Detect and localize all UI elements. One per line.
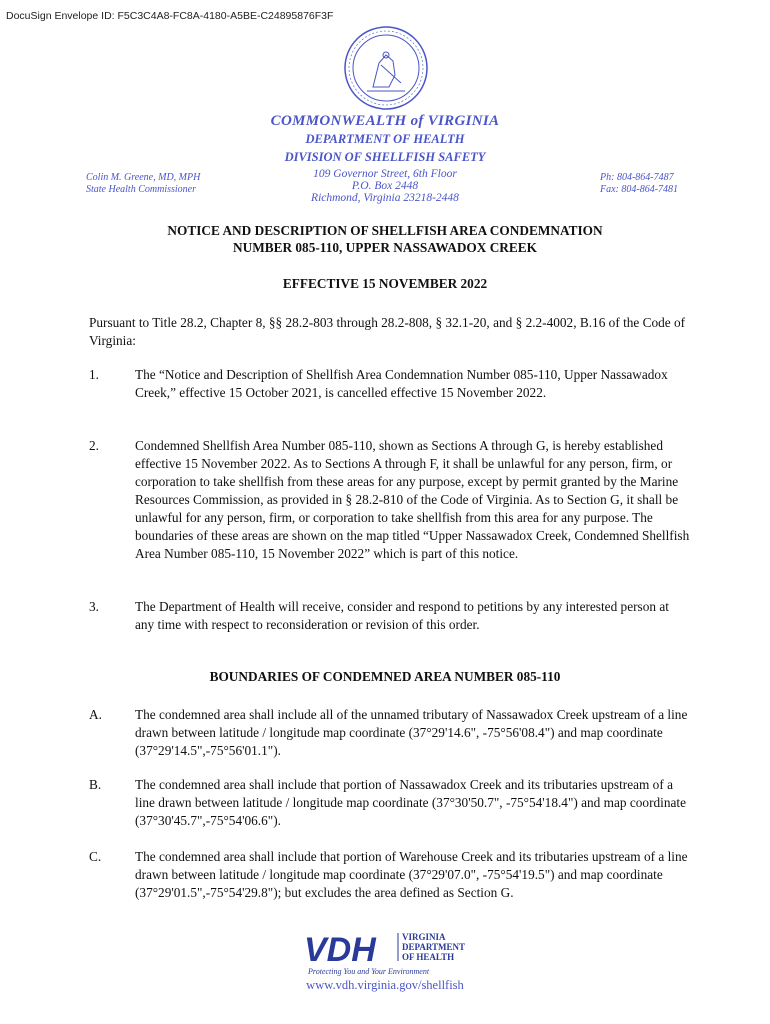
notice-title-line-1: NOTICE AND DESCRIPTION OF SHELLFISH AREA CONDEMNATION bbox=[167, 223, 603, 238]
section-letter: B. bbox=[89, 777, 102, 792]
fax-number: Fax: 804-864-7481 bbox=[600, 184, 679, 195]
letterhead-division: DIVISION OF SHELLFISH SAFETY bbox=[284, 150, 486, 164]
address-line-3: Richmond, Virginia 23218-2448 bbox=[311, 192, 459, 204]
letterhead-contact bbox=[600, 172, 678, 196]
boundaries-heading: BOUNDARIES OF CONDEMNED AREA NUMBER 085-110 bbox=[209, 669, 561, 684]
item-number: 2. bbox=[89, 438, 99, 453]
virginia-seal-icon bbox=[343, 25, 429, 111]
section-text: The condemned area shall include that portion of Nassawadox Creek and its tributaries upstream of a line drawn between latitude / longitude map coordinate (37°30'50.7", -75°54'18.4") and map coordinate (37°30'45.7",-75°54'06.6"). bbox=[135, 777, 686, 828]
commissioner-title: State Health Commissioner bbox=[86, 184, 196, 195]
phone-number: Ph: 804-864-7487 bbox=[600, 172, 674, 183]
item-number: 1. bbox=[89, 367, 99, 382]
vdh-logo bbox=[300, 927, 475, 977]
address-line-1: 109 Governor Street, 6th Floor bbox=[313, 168, 457, 180]
letterhead-department: DEPARTMENT OF HEALTH bbox=[305, 132, 465, 146]
section-text: The condemned area shall include all of the unnamed tributary of Nassawadox Creek upstream of a line drawn between latitude / longitude map coordinate (37°29'14.6", -75°56'08.4") and map coordinate (37°29'14.5",-75°56'01.1"). bbox=[135, 707, 688, 758]
address-line-2: P.O. Box 2448 bbox=[351, 180, 419, 192]
item-text: The Department of Health will receive, consider and respond to petitions by any interested person at any time with respect to reconsideration or revision of this order. bbox=[135, 599, 669, 632]
item-text: Condemned Shellfish Area Number 085-110, shown as Sections A through G, is hereby established effective 15 November 2022. As to Sections A through F, it shall be unlawful for any person, firm, or corporation to take shellfish from these areas for any purpose, except by permit granted by the Marine Resources Commission, as provided in § 28.2-810 of the Code of Virginia. As to Section G, it shall be unlawful for any person, firm, or corporation to take shellfish from this area for any purpose. The boundaries of these areas are shown on the map titled “Upper Nassawadox Creek, Condemned Shellfish Area Number 085-110, 15 November 2022” which is part of this notice. bbox=[135, 438, 690, 561]
vdh-tagline: Protecting You and Your Environment bbox=[308, 967, 430, 976]
vdh-logo-line-1: VIRGINIA bbox=[402, 932, 446, 942]
notice-title bbox=[0, 222, 770, 256]
section-text: The condemned area shall include that portion of Warehouse Creek and its tributaries upstream of a line drawn between latitude / longitude map coordinate (37°29'07.0", -75°54'19.5") and map coordinate (37°29'01.5",-75°54'29.8"); but excludes the area defined as Section G. bbox=[135, 849, 688, 900]
letterhead-commonwealth: COMMONWEALTH of VIRGINIA bbox=[270, 113, 500, 129]
docusign-envelope-id: DocuSign Envelope ID: F5C3C4A8-FC8A-4180-A5BE-C24895876F3F bbox=[6, 10, 334, 22]
intro-paragraph: Pursuant to Title 28.2, Chapter 8, §§ 28.2-803 through 28.2-808, § 32.1-20, and § 2.2-4002, B.16 of the Code of Virginia: bbox=[89, 315, 686, 348]
notice-title-line-2: NUMBER 085-110, UPPER NASSAWADOX CREEK bbox=[232, 240, 537, 255]
commissioner-name: Colin M. Greene, MD, MPH bbox=[86, 172, 201, 183]
vdh-logo-letters: VDH bbox=[304, 931, 376, 969]
item-number: 3. bbox=[89, 599, 99, 614]
vdh-logo-line-2: DEPARTMENT bbox=[402, 942, 466, 952]
section-letter: A. bbox=[89, 707, 102, 722]
letterhead-commissioner bbox=[86, 172, 200, 196]
item-text: The “Notice and Description of Shellfish Area Condemnation Number 085-110, Upper Nassawadox Creek,” effective 15 October 2021, is cancelled effective 15 November 2022. bbox=[135, 367, 668, 400]
vdh-logo-line-3: OF HEALTH bbox=[402, 952, 455, 962]
section-letter: C. bbox=[89, 849, 102, 864]
effective-date: EFFECTIVE 15 NOVEMBER 2022 bbox=[282, 276, 488, 291]
footer-url: www.vdh.virginia.gov/shellfish bbox=[306, 978, 464, 992]
